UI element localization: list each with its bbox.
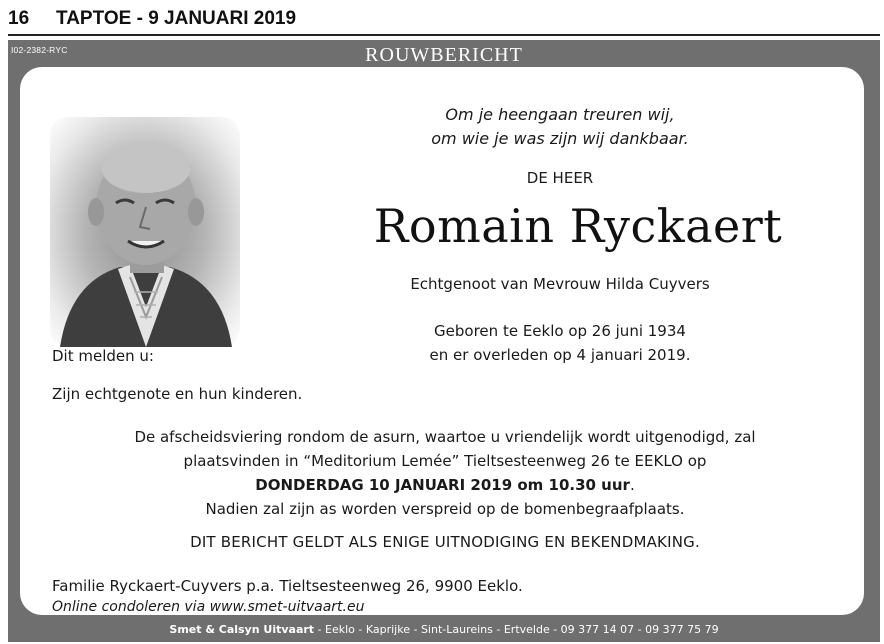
memorial-quote <box>320 103 800 151</box>
newspaper-header <box>8 6 880 36</box>
reference-code: I02-2382-RYC <box>11 45 68 55</box>
death-line: en er overleden op 4 januari 2019. <box>429 346 691 364</box>
notice-card <box>20 67 864 615</box>
quote-line: Om je heengaan treuren wij, <box>445 105 675 124</box>
birth-death-info <box>360 319 760 367</box>
banner-title: ROUWBERICHT <box>365 44 523 66</box>
portrait-figure <box>50 117 240 347</box>
ceremony-date-suffix: . <box>629 476 635 494</box>
survivors-line: Zijn echtgenote en hun kinderen. <box>52 385 303 403</box>
funeral-home-name: Smet & Calsyn Uitvaart <box>169 623 315 636</box>
funeral-home-footer <box>8 618 880 642</box>
funeral-home-details: - Eeklo - Kaprijke - Sint-Laureins - Ertvelde - 09 377 14 07 - 09 377 75 79 <box>314 623 719 636</box>
ceremony-line: plaatsvinden in “Meditorium Lemée” Tieltsesteenweg 26 te EEKLO op <box>183 452 707 470</box>
deceased-name: Romain Ryckaert <box>373 199 783 253</box>
obituary-notice <box>8 40 880 642</box>
official-notice: DIT BERICHT GELDT ALS ENIGE UITNODIGING EN BEKENDMAKING. <box>190 533 700 551</box>
birth-line: Geboren te Eeklo op 26 juni 1934 <box>434 322 686 340</box>
ceremony-line: De afscheidsviering rondom de asurn, waartoe u vriendelijk wordt uitgenodigd, zal <box>134 428 756 446</box>
spouse-line: Echtgenoot van Mevrouw Hilda Cuyvers <box>410 275 710 293</box>
portrait-photo <box>50 117 240 347</box>
page-number: 16 <box>8 8 30 29</box>
ceremony-line: Nadien zal zijn as worden verspreid op de bomenbegraafplaats. <box>205 500 685 518</box>
family-address: Familie Ryckaert-Cuyvers p.a. Tieltsesteenweg 26, 9900 Eeklo. <box>52 577 523 595</box>
ceremony-date: DONDERDAG 10 JANUARI 2019 om 10.30 uur <box>255 476 630 494</box>
announce-line: Dit melden u: <box>52 347 154 365</box>
quote-line: om wie je was zijn wij dankbaar. <box>431 129 689 148</box>
publication-title: TAPTOE - 9 JANUARI 2019 <box>56 8 297 29</box>
notice-banner <box>8 40 880 64</box>
ceremony-details <box>60 425 830 521</box>
honorific: DE HEER <box>526 169 594 187</box>
ceremony-date-line <box>60 473 830 497</box>
condolence-link[interactable]: Online condoleren via www.smet-uitvaart.eu <box>52 599 365 615</box>
